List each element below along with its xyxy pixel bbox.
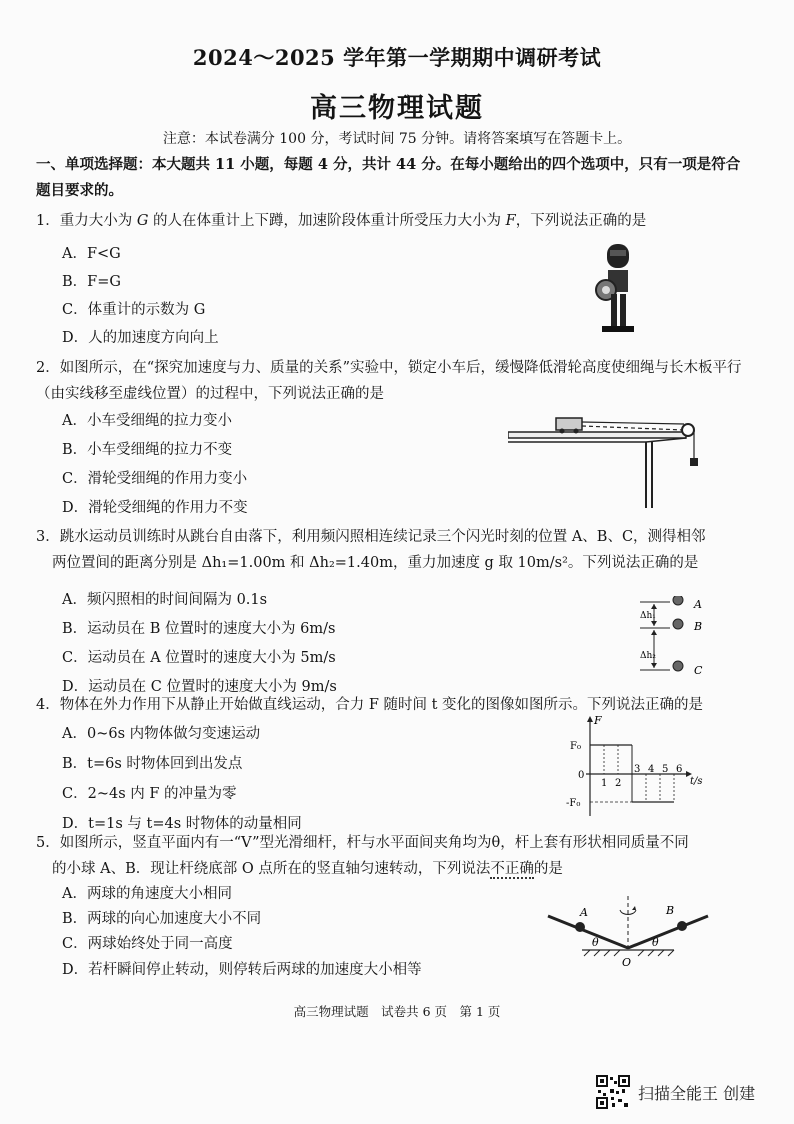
label-theta-right: θ [652,936,659,949]
axis-t-label: t/s [690,776,703,787]
question-2-stem: 2．如图所示，在“探究加速度与力、质量的关系”实验中，锁定小车后，缓慢降低滑轮高度使细绳与长木板平行（由实线移至虚线位置）的过程中，下列说法正确的是 [36,360,742,402]
label-a: A [694,598,702,611]
page-footer: 高三物理试题 试卷共 6 页 第 1 页 [293,1004,501,1019]
label-ball-b: B [666,904,675,917]
q5-option-d: D．若杆瞬间停止转动，则停转后两球的加速度大小相等 [62,962,422,978]
label-dh1: Δh₁ [640,611,656,621]
q4-option-d: D．t=1s 与 t=4s 时物体的动量相同 [62,816,302,832]
q1-option-a: A．F<G [62,246,121,262]
scanner-watermark [596,1074,755,1110]
q5-option-a: A．两球的角速度大小相同 [62,886,232,902]
q1-option-c: C．体重计的示数为 G [62,302,206,318]
question-4-stem: 4．物体在外力作用下从静止开始做直线运动，合力 F 随时间 t 变化的图像如图所示。下列说法正确的是 [36,697,704,713]
label-theta-left: θ [592,936,599,949]
question-5-stem-line2: 的小球 A、B．现让杆绕底部 O 点所在的竖直轴匀速转动，下列说法不正确的是 [52,861,563,877]
q2-cart-pulley-figure [508,410,708,510]
q4-option-a: A．0~6s 内物体做匀变速运动 [62,726,261,742]
q1-option-d: D．人的加速度方向向上 [62,330,219,346]
q2-option-c: C．滑轮受细绳的作用力变小 [62,471,248,487]
q3-option-b: B．运动员在 B 位置时的速度大小为 6m/s [62,621,336,637]
tick-6: 6 [676,764,683,775]
question-1-stem: 1．重力大小为 G 的人在体重计上下蹲，加速阶段体重计所受压力大小为 F，下列说法正确的是 [36,213,647,229]
subject-title: 高三物理试题 [310,93,484,124]
q3-diver-positions-figure [640,596,720,688]
q4-force-time-graph [538,712,718,822]
exam-notice: 注意：本试卷满分 100 分，考试时间 75 分钟。请将答案填写在答题卡上。 [162,131,632,147]
question-3-stem-line2: 两位置间的距离分别是 Δh₁=1.00m 和 Δh₂=1.40m，重力加速度 g 取 10m/s²。下列说法正确的是 [52,555,699,571]
q3-option-a: A．频闪照相的时间间隔为 0.1s [62,592,268,608]
label-o: O [622,956,632,968]
question-5-stem-line1: 5．如图所示，竖直平面内有一“V”型光滑细杆，杆与水平面间夹角均为θ，杆上套有形状相同质量不同 [36,835,689,851]
tick-4: 4 [648,764,655,775]
tick-5: 5 [662,764,669,775]
q3-option-c: C．运动员在 A 位置时的速度大小为 5m/s [62,650,336,666]
watermark-text: 扫描全能王 创建 [638,1083,756,1103]
tick-1: 1 [601,778,608,789]
q1-option-b: B．F=G [62,274,121,290]
neg-f0-label: -F₀ [566,798,581,809]
q5-v-rod-figure [542,894,720,968]
q3-option-d: D．运动员在 C 位置时的速度大小为 9m/s [62,679,337,695]
q2-option-d: D．滑轮受细绳的作用力不变 [62,500,248,516]
axis-f-label: F [594,714,602,727]
q4-option-c: C．2~4s 内 F 的冲量为零 [62,786,237,802]
label-c: C [694,664,703,677]
tick-3: 3 [634,764,641,775]
label-b: B [694,620,703,633]
question-3-stem-line1: 3．跳水运动员训练时从跳台自由落下，利用频闪照相连续记录三个闪光时刻的位置 A、B、C，测得相邻 [36,529,706,545]
q2-option-b: B．小车受细绳的拉力不变 [62,442,233,458]
q2-option-a: A．小车受细绳的拉力变小 [62,413,232,429]
label-ball-a: A [580,906,588,919]
q4-option-b: B．t=6s 时物体回到出发点 [62,756,243,772]
q5-option-b: B．两球的向心加速度大小不同 [62,911,262,927]
q5-option-c: C．两球始终处于同一高度 [62,936,233,952]
section-heading: 一、单项选择题：本大题共 11 小题，每题 4 分，共计 44 分。在每小题给出的四个选项中，只有一项是符合题目要求的。 [36,156,741,199]
origin-label: 0 [578,770,585,781]
q1-person-on-scale-figure [588,238,648,342]
qr-code-icon [596,1075,630,1109]
f0-label: F₀ [570,741,581,752]
label-dh2: Δh₂ [640,651,656,661]
tick-2: 2 [615,778,622,789]
exam-title: 2024～2025 学年第一学期期中调研考试 [192,45,602,70]
